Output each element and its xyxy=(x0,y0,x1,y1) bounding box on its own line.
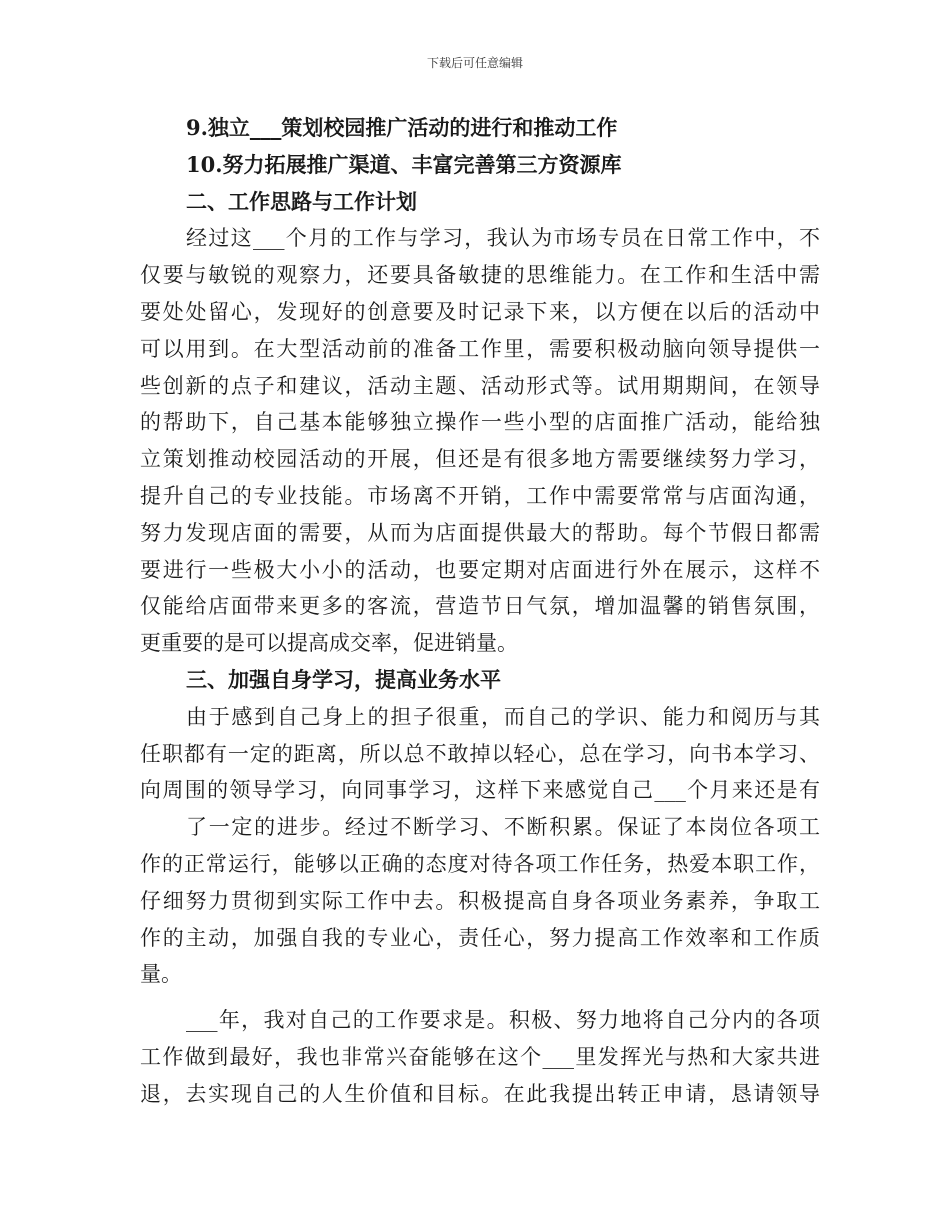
paragraph-line: 了一定的进步。经过不断学习、不断积累。保证了本岗位各项工 xyxy=(186,815,820,840)
paragraph-line: 可以用到。在大型活动前的准备工作里，需要积极动脑向领导提供一 xyxy=(140,336,820,361)
paragraph-line: 仔细努力贯彻到实际工作中去。积极提高自身各项业务素养，争取工 xyxy=(140,888,820,913)
paragraph-line: 些创新的点子和建议，活动主题、活动形式等。试用期期间，在领导 xyxy=(140,373,820,398)
paragraph-line: ___年，我对自己的工作要求是。积极、努力地将自己分内的各项 xyxy=(186,1008,820,1033)
paragraph-line: 仅要与敏锐的观察力，还要具备敏捷的思维能力。在工作和生活中需 xyxy=(140,263,820,288)
paragraph-line: 退，去实现自己的人生价值和目标。在此我提出转正申请，恳请领导 xyxy=(140,1081,820,1106)
paragraph-line: 作的正常运行，能够以正确的态度对待各项工作任务，热爱本职工作， xyxy=(140,851,820,876)
paragraph-line: 工作做到最好，我也非常兴奋能够在这个___里发挥光与热和大家共进 xyxy=(140,1044,820,1069)
paragraph-line: 的帮助下，自己基本能够独立操作一些小型的店面推广活动，能给独 xyxy=(140,410,820,435)
document-body xyxy=(140,110,820,1113)
list-item: 10.努力拓展推广渠道、丰富完善第三方资源库 xyxy=(186,151,622,177)
paragraph-line: 立策划推动校园活动的开展，但还是有很多地方需要继续努力学习， xyxy=(140,447,820,472)
paragraph-gap xyxy=(140,993,820,1002)
paragraph-line: 由于感到自己身上的担子很重，而自己的学识、能力和阅历与其 xyxy=(186,704,820,729)
paragraph-line: 作的主动，加强自我的专业心，责任心，努力提高工作效率和工作质 xyxy=(140,925,820,950)
list-item: 9.独立___策划校园推广活动的进行和推动工作 xyxy=(186,115,618,140)
paragraph-line: 向周围的领导学习，向同事学习，这样下来感觉自己___个月来还是有 xyxy=(140,778,820,803)
paragraph-line: 任职都有一定的距离，所以总不敢掉以轻心，总在学习，向书本学习、 xyxy=(140,741,820,766)
page-header: 下载后可任意编辑 xyxy=(426,56,523,70)
paragraph-line: 要处处留心，发现好的创意要及时记录下来，以方便在以后的活动中 xyxy=(140,299,820,324)
paragraph-line: 提升自己的专业技能。市场离不开销，工作中需要常常与店面沟通， xyxy=(140,483,820,508)
paragraph-line: 努力发现店面的需要，从而为店面提供最大的帮助。每个节假日都需 xyxy=(140,520,820,545)
paragraph-line: 更重要的是可以提高成交率，促进销量。 xyxy=(140,631,518,656)
section-heading: 二、工作思路与工作计划 xyxy=(186,188,417,214)
paragraph-line: 仅能给店面带来更多的客流，营造节日气氛，增加温馨的销售氛围， xyxy=(140,594,820,619)
paragraph-line: 量。 xyxy=(140,962,182,987)
section-heading: 三、加强自身学习，提高业务水平 xyxy=(186,666,501,692)
paragraph-line: 要进行一些极大小小的活动，也要定期对店面进行外在展示，这样不 xyxy=(140,557,820,582)
paragraph-line: 经过这___个月的工作与学习，我认为市场专员在日常工作中，不 xyxy=(186,226,820,251)
